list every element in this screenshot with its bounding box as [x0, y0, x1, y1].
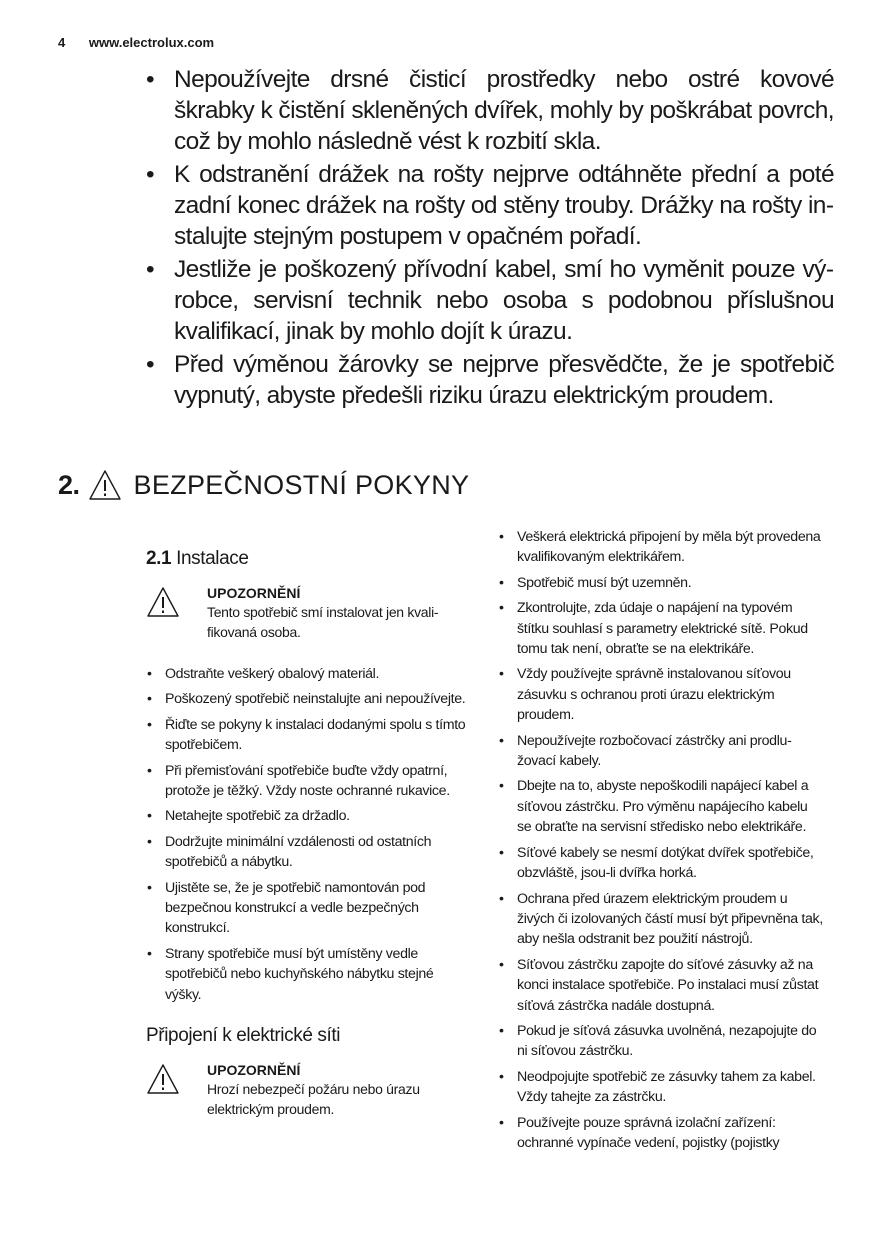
subsection-title: Připojení k elektrické síti	[146, 1025, 341, 1047]
list-item: • Jestliže je poškozený přívodní kabel, smí ho vyměnit pouze výrobce, servisní technik nebo osoba s podobnou příslušnou kvalifikací, jinak by mohlo dojít k úrazu.	[146, 256, 834, 345]
bullet: •	[146, 161, 154, 188]
bullet: •	[147, 691, 152, 708]
subsection-number: 2.1	[146, 548, 172, 569]
bullet: •	[499, 666, 504, 683]
page-number: 4	[58, 35, 66, 50]
list-item: • Vždy používejte správně instalovanou síťovou zásuvku s ochranou proti úrazu elektrickým proudem.	[499, 666, 791, 724]
list-item: • Při přemisťování spotřebiče buďte vždy opatrní, protože je těžký. Vždy noste ochranné rukavice.	[147, 762, 450, 800]
list-item: • Nepoužívejte drsné čisticí prostředky nebo ostré kovové škrabky k čistění skleněných dvířek, mohly by poškrábat povrch, což by mohlo následně vést k rozbití skla.	[146, 66, 834, 155]
list-item: • Dodržujte minimální vzdálenosti od ostatních spotřebičů a nábytku.	[147, 833, 432, 871]
bullet: •	[499, 1022, 504, 1039]
warning-text: Tento spotřebič smí instalovat jen kvalifikovaná osoba.	[207, 604, 439, 640]
bullet: •	[499, 890, 504, 907]
list-item: • Před výměnou žárovky se nejprve přesvědčte, že je spotřebič vypnutý, abyste předešli riziku úrazu elektrickým proudem.	[146, 351, 834, 409]
warning-title: UPOZORNĚNÍ	[207, 585, 301, 601]
bullet: •	[499, 778, 504, 795]
bullet: •	[147, 879, 152, 896]
bullet: •	[499, 956, 504, 973]
warning-box	[146, 1061, 466, 1119]
list-item: • Ochrana před úrazem elektrickým proudem u živých či izolovaných částí musí být připevněna tak, aby nešla odstranit bez použití nástrojů.	[499, 890, 823, 948]
section-title: BEZPEČNOSTNÍ POKYNY	[133, 469, 470, 500]
list-item: • Ujistěte se, že je spotřebič namontován pod bezpečnou konstrukcí a vedle bezpečných konstrukcí.	[147, 879, 426, 937]
warning-triangle-icon	[146, 1063, 180, 1095]
bullet: •	[147, 945, 152, 962]
list-item: • Odstraňte veškerý obalový materiál.	[146, 664, 466, 684]
section-heading	[58, 465, 469, 505]
warning-title: UPOZORNĚNÍ	[207, 1062, 301, 1079]
list-item: • Strany spotřebiče musí být umístěny vedle spotřebičů nebo kuchyňského nábytku stejné výšky.	[147, 945, 434, 1003]
page-header	[58, 35, 214, 50]
subsection-heading-installation	[146, 548, 466, 570]
bullet: •	[499, 1068, 504, 1085]
warning-box	[146, 584, 466, 642]
list-item: • Řiďte se pokyny k instalaci dodanými spolu s tímto spotřebičem.	[147, 716, 466, 754]
list-item: • Netahejte spotřebič za držadlo.	[146, 806, 466, 826]
bullet: •	[147, 666, 152, 682]
list-item: • Síťové kabely se nesmí dotýkat dvířek spotřebiče, obzvláště, jsou-li dvířka horká.	[499, 844, 814, 882]
list-item: • Používejte pouze správná izolační zařízení: ochranné vypínače vedení, pojistky (pojistky	[499, 1114, 780, 1151]
list-item: • K odstranění drážek na rošty nejprve odtáhněte přední a poté zadní konec drážek na rošty od stěny trouby. Drážky na rošty instalujte stejným postupem v opačném pořadí.	[146, 161, 834, 250]
bullet: •	[499, 1114, 504, 1131]
bullet: •	[147, 716, 152, 733]
bullet: •	[499, 844, 504, 861]
bullet: •	[146, 351, 154, 378]
right-column	[498, 527, 823, 1158]
warning-triangle-icon	[146, 586, 180, 618]
list-item: • Veškerá elektrická připojení by měla být provedena kvalifikovaným elektrikářem.	[499, 529, 821, 566]
subsection-heading-electrical	[146, 1025, 466, 1047]
list-item: • Neodpojujte spotřebič ze zásuvky tahem za kabel. Vždy tahejte za zástrčku.	[499, 1068, 816, 1106]
list-item: • Poškozený spotřebič neinstalujte ani nepoužívejte.	[146, 689, 466, 709]
bullet: •	[499, 732, 504, 749]
left-column	[146, 548, 466, 1141]
installation-list	[146, 664, 466, 1005]
bullet: •	[499, 529, 504, 545]
website-link[interactable]: www.electrolux.com	[88, 35, 215, 50]
electrical-list	[498, 527, 823, 1153]
list-item: • Síťovou zástrčku zapojte do síťové zásuvky až na konci instalace spotřebiče. Po instalaci musí zůstat síťová zástrčka nadále dostupná.	[499, 956, 819, 1014]
subsection-title: Instalace	[176, 548, 249, 569]
warning-triangle-icon	[88, 469, 122, 501]
top-bullet-list	[144, 64, 834, 413]
list-item: • Nepoužívejte rozbočovací zástrčky ani prodlužovací kabely.	[499, 732, 792, 770]
bullet: •	[146, 66, 154, 93]
list-item: • Pokud je síťová zásuvka uvolněná, nezapojujte do ni síťovou zástrčku.	[499, 1022, 817, 1060]
list-item: • Spotřebič musí být uzemněn.	[498, 573, 823, 593]
list-item: • Zkontrolujte, zda údaje o napájení na typovém štítku souhlasí s parametry elektrické sítě. Pokud tomu tak není, obraťte se na elektrikáře.	[499, 600, 808, 658]
warning-text: Hrozí nebezpečí požáru nebo úrazu elektrickým proudem.	[207, 1081, 420, 1117]
bullet: •	[499, 600, 504, 617]
bullet: •	[499, 574, 504, 591]
bullet: •	[147, 808, 152, 825]
bullet: •	[146, 256, 154, 283]
bullet: •	[147, 762, 152, 779]
section-number: 2.	[58, 469, 80, 500]
list-item: • Dbejte na to, abyste nepoškodili napájecí kabel a síťovou zástrčku. Pro výměnu napájecího kabelu se obraťte na servisní středisko nebo elektrikáře.	[499, 778, 809, 836]
bullet: •	[147, 833, 152, 850]
